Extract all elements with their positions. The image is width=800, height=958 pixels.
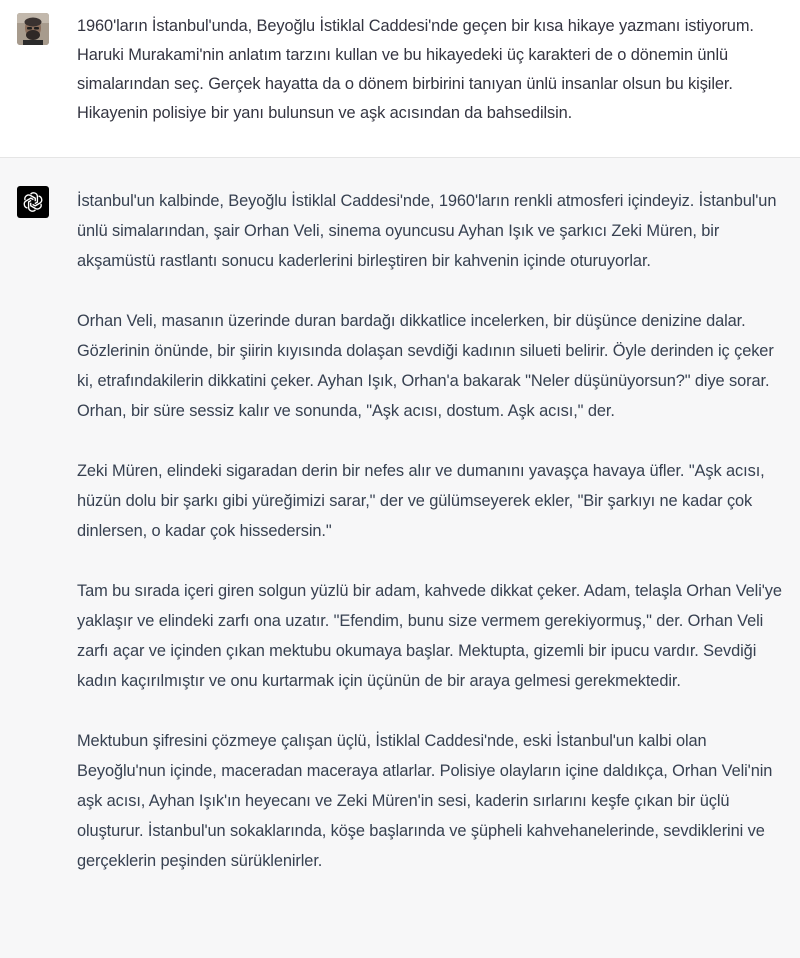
assistant-message-row [0, 158, 800, 958]
user-message-row [0, 0, 800, 158]
assistant-paragraph: İstanbul'un kalbinde, Beyoğlu İstiklal Caddesi'nde, 1960'ların renkli atmosferi içindeyiz. İstanbul'un ünlü simalarından, şair Orhan Veli, sinema oyuncusu Ayhan Işık ve şarkıcı Zeki Müren, bir akşamüstü rastlantı sonucu kaderlerini birleştiren bir kahvenin içinde oturuyorlar. [77, 192, 777, 270]
user-message-text: 1960'ların İstanbul'unda, Beyoğlu İstiklal Caddesi'nde geçen bir kısa hikaye yazmanı istiyorum. Haruki Murakami'nin anlatım tarzını kullan ve bu hikayedeki üç karakteri de o dönemin ünlü simalarından seç. Gerçek hayatta da o dönem birbirini tanıyan ünlü insanlar olsun bu kişiler. Hikayenin polisiye bir yanı bulunsun ve aşk acısından da bahsedilsin. [77, 17, 754, 122]
openai-logo-icon [17, 186, 49, 218]
user-avatar-icon [17, 13, 49, 45]
assistant-paragraph: Zeki Müren, elindeki sigaradan derin bir nefes alır ve dumanını yavaşça havaya üfler. "Aşk acısı, hüzün dolu bir şarkı gibi yüreğimizi sarar," der ve gülümseyerek ekler, "Bir şarkıyı ne kadar çok dinlersen, o kadar çok hissedersin." [77, 462, 765, 540]
assistant-paragraph: Orhan Veli, masanın üzerinde duran bardağı dikkatlice incelerken, bir düşünce denizine dalar. Gözlerinin önünde, bir şiirin kıyısında dolaşan sevdiği kadının silueti belirir. Öyle derinden iç çeker ki, etrafındakilerin dikkatini çeker. Ayhan Işık, Orhan'a bakarak "Neler düşünüyorsun?" diye sorar. Orhan, bir süre sessiz kalır ve sonunda, "Aşk acısı, dostum. Aşk acısı," der. [77, 312, 774, 420]
assistant-paragraph: Mektubun şifresini çözmeye çalışan üçlü, İstiklal Caddesi'nde, eski İstanbul'un kalbi olan Beyoğlu'nun içinde, maceradan maceraya atlarlar. Polisiye olayların içine daldıkça, Orhan Veli'nin aşk acısı, Ayhan Işık'ın heyecanı ve Zeki Müren'in sesi, kaderin sırlarını keşfe çıkan bir üçlü oluşturur. İstanbul'un sokaklarında, köşe başlarında ve şüpheli kahvehanelerinde, sevdiklerini ve gerçeklerin peşinden sürüklenirler. [77, 732, 773, 870]
assistant-message-text [77, 186, 791, 876]
assistant-paragraph: Tam bu sırada içeri giren solgun yüzlü bir adam, kahvede dikkat çeker. Adam, telaşla Orhan Veli'ye yaklaşır ve elindeki zarfı ona uzatır. "Efendim, bunu size vermem gerekiyormuş," der. Orhan Veli zarfı açar ve içinden çıkan mektubu okumaya başlar. Mektupta, gizemli bir ipucu vardır. Sevdiği kadın kaçırılmıştır ve onu kurtarmak için üçünün de bir araya gelmesi gerekmektedir. [77, 582, 782, 690]
